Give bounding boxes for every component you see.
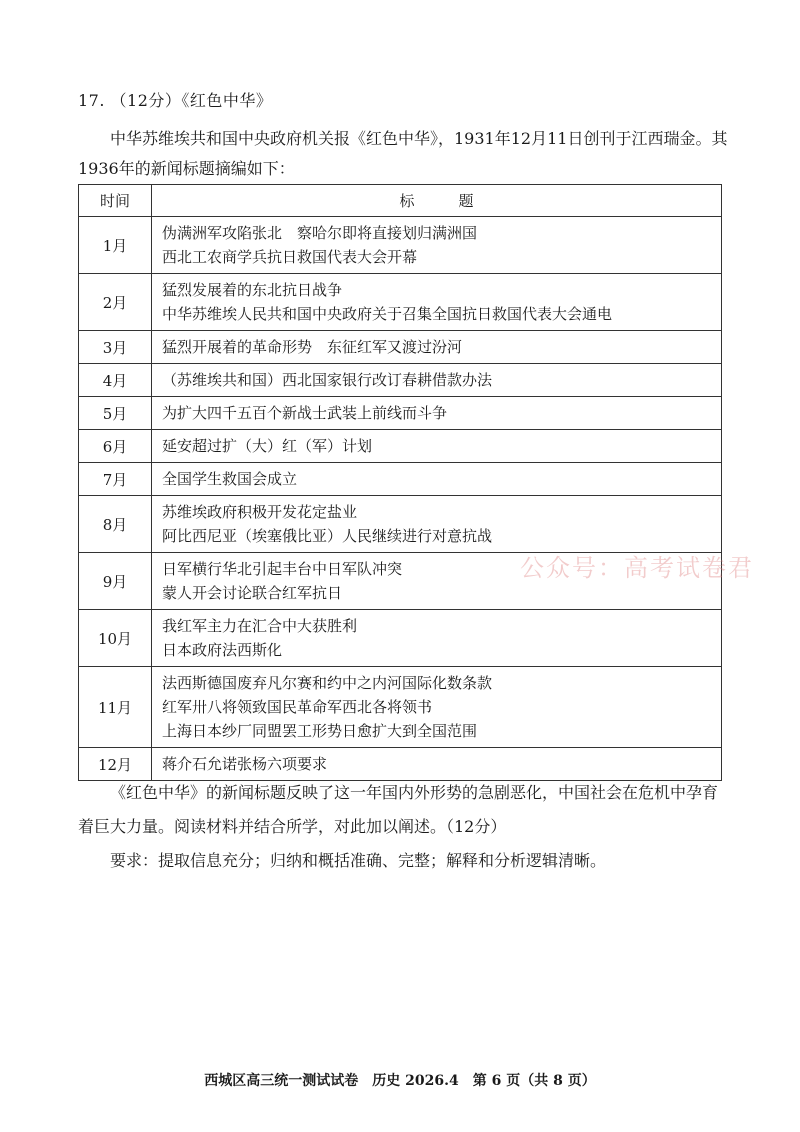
headline: 法西斯德国废弃凡尔赛和约中之内河国际化数条款 xyxy=(162,674,493,692)
page-footer: 西城区高三统一测试试卷 历史 2026.4 第 6 页（共 8 页） xyxy=(204,1073,596,1089)
headline: 中华苏维埃人民共和国中央政府关于召集全国抗日救国代表大会通电 xyxy=(162,305,613,323)
month-cell: 1月 xyxy=(79,217,152,274)
table-header-row xyxy=(79,185,722,217)
headlines-cell xyxy=(152,610,722,667)
table-row xyxy=(79,430,722,463)
requirement-text: 要求：提取信息充分；归纳和概括准确、完整；解释和分析逻辑清晰。 xyxy=(110,851,607,870)
headlines-cell xyxy=(152,553,722,610)
month-cell: 7月 xyxy=(79,463,152,496)
headlines-cell xyxy=(152,496,722,553)
month-cell: 5月 xyxy=(79,397,152,430)
headline: 日军横行华北引起丰台中日军队冲突 xyxy=(162,560,403,578)
headline: 蒙人开会讨论联合红军抗日 xyxy=(162,584,343,602)
table-row xyxy=(79,667,722,748)
headline: 我红军主力在汇合中大获胜利 xyxy=(162,617,358,635)
headline: 日本政府法西斯化 xyxy=(162,641,283,659)
headline: 苏维埃政府积极开发花定盐业 xyxy=(162,503,358,521)
headlines-cell xyxy=(152,274,722,331)
table-row xyxy=(79,217,722,274)
watermark: 公众号：高考试卷君 xyxy=(520,554,754,582)
table-row xyxy=(79,553,722,610)
headline: 猛烈发展着的东北抗日战争 xyxy=(162,281,343,299)
headline: 阿比西尼亚（埃塞俄比亚）人民继续进行对意抗战 xyxy=(162,527,493,545)
month-cell: 10月 xyxy=(79,610,152,667)
month-cell: 3月 xyxy=(79,331,152,364)
headline: 伪满洲军攻陷张北 察哈尔即将直接划归满洲国 xyxy=(162,224,478,242)
headlines-cell xyxy=(152,217,722,274)
headline: （苏维埃共和国）西北国家银行改订春耕借款办法 xyxy=(162,371,493,389)
table-row xyxy=(79,331,722,364)
table-row xyxy=(79,463,722,496)
month-cell: 8月 xyxy=(79,496,152,553)
table-body xyxy=(79,217,722,781)
month-cell: 12月 xyxy=(79,748,152,781)
headline: 蒋介石允诺张杨六项要求 xyxy=(162,755,328,773)
headlines-cell xyxy=(152,667,722,748)
headline-table xyxy=(78,184,722,781)
headlines-cell xyxy=(152,397,722,430)
headline: 红军卅八将领致国民革命军西北各将领书 xyxy=(162,698,433,716)
table-row xyxy=(79,397,722,430)
month-cell: 2月 xyxy=(79,274,152,331)
headlines-cell xyxy=(152,463,722,496)
headline: 上海日本纱厂同盟罢工形势日愈扩大到全国范围 xyxy=(162,722,478,740)
question-title: 17. （12分）《红色中华》 xyxy=(78,91,273,110)
table-row xyxy=(79,496,722,553)
headline: 全国学生救国会成立 xyxy=(162,470,298,488)
headline: 为扩大四千五百个新战士武装上前线而斗争 xyxy=(162,404,448,422)
month-cell: 11月 xyxy=(79,667,152,748)
month-cell: 6月 xyxy=(79,430,152,463)
headlines-cell xyxy=(152,331,722,364)
headline: 西北工农商学兵抗日救国代表大会开幕 xyxy=(162,248,418,266)
headline: 猛烈开展着的革命形势 东征红军又渡过汾河 xyxy=(162,338,463,356)
table-row xyxy=(79,364,722,397)
month-cell: 4月 xyxy=(79,364,152,397)
headlines-cell xyxy=(152,364,722,397)
headline: 延安超过扩（大）红（军）计划 xyxy=(162,437,373,455)
header-time: 时间 xyxy=(79,185,152,217)
question-intro: 中华苏维埃共和国中央政府机关报《红色中华》，1931年12月11日创刊于江西瑞金。其1936年的新闻标题摘编如下： xyxy=(78,129,728,178)
month-cell: 9月 xyxy=(79,553,152,610)
header-title: 标题 xyxy=(152,185,722,217)
table-row xyxy=(79,610,722,667)
table-row xyxy=(79,274,722,331)
question-paragraph: 《红色中华》的新闻标题反映了这一年国内外形势的急剧恶化，中国社会在危机中孕育着巨大力量。阅读材料并结合所学，对此加以阐述。（12分） xyxy=(78,783,719,836)
headlines-cell xyxy=(152,430,722,463)
